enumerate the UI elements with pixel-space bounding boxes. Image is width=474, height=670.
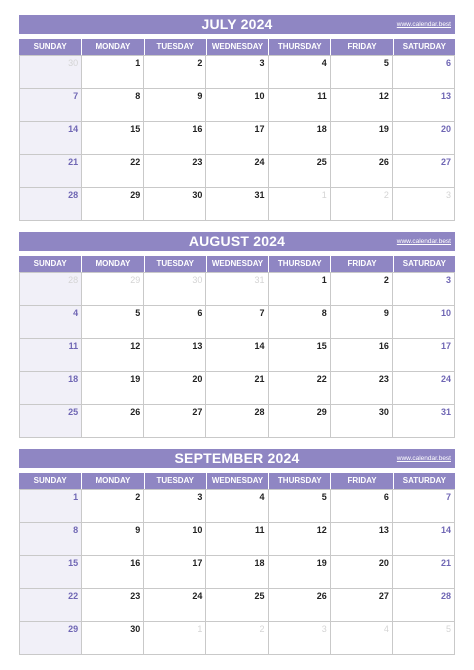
- day-number: 3: [445, 275, 451, 285]
- day-cell[interactable]: [206, 372, 268, 405]
- month-title: AUGUST 2024: [188, 233, 286, 249]
- site-link[interactable]: www.calendar.best: [396, 455, 451, 462]
- day-cell[interactable]: [331, 273, 393, 306]
- day-number: 31: [440, 407, 451, 417]
- day-cell[interactable]: [206, 56, 268, 89]
- day-number: 1: [321, 190, 327, 200]
- day-number: 7: [73, 91, 79, 101]
- day-cell[interactable]: [20, 306, 82, 339]
- day-number: 3: [321, 624, 327, 634]
- day-cell[interactable]: [144, 339, 206, 372]
- day-cell[interactable]: [144, 122, 206, 155]
- day-number: 17: [254, 124, 265, 134]
- day-number: 15: [68, 558, 79, 568]
- day-cell[interactable]: [20, 188, 82, 221]
- day-number: 22: [130, 157, 141, 167]
- day-number: 26: [378, 157, 389, 167]
- day-number: 4: [383, 624, 389, 634]
- day-number: 7: [445, 492, 451, 502]
- day-number: 23: [130, 591, 141, 601]
- day-cell[interactable]: [20, 405, 82, 438]
- weekday-monday: MONDAY: [81, 256, 143, 272]
- day-cell-outside-month[interactable]: [393, 188, 455, 221]
- day-cell[interactable]: [206, 556, 268, 589]
- day-cell[interactable]: [331, 122, 393, 155]
- month-title-bar: [19, 232, 455, 251]
- weekday-saturday: SATURDAY: [393, 256, 455, 272]
- day-number: 5: [445, 624, 451, 634]
- day-cell[interactable]: [144, 405, 206, 438]
- day-number: 23: [192, 157, 203, 167]
- day-number: 25: [316, 157, 327, 167]
- day-cell[interactable]: [82, 89, 144, 122]
- day-cell[interactable]: [331, 523, 393, 556]
- day-number: 21: [440, 558, 451, 568]
- day-cell[interactable]: [393, 589, 455, 622]
- day-cell[interactable]: [144, 56, 206, 89]
- day-cell[interactable]: [144, 188, 206, 221]
- day-number: 11: [317, 91, 327, 101]
- day-number: 27: [192, 407, 203, 417]
- day-cell[interactable]: [82, 188, 144, 221]
- day-number: 6: [445, 58, 451, 68]
- day-number: 13: [378, 525, 389, 535]
- day-number: 20: [378, 558, 389, 568]
- day-cell[interactable]: [393, 523, 455, 556]
- day-number: 12: [130, 341, 141, 351]
- day-cell[interactable]: [206, 405, 268, 438]
- day-cell[interactable]: [393, 273, 455, 306]
- day-cell[interactable]: [82, 122, 144, 155]
- day-cell[interactable]: [82, 622, 144, 655]
- day-cell[interactable]: [144, 556, 206, 589]
- day-number: 19: [378, 124, 389, 134]
- day-number: 6: [197, 308, 203, 318]
- day-number: 1: [135, 58, 141, 68]
- weekday-wednesday: WEDNESDAY: [206, 473, 268, 489]
- day-number: 12: [378, 91, 389, 101]
- weekday-sunday: SUNDAY: [33, 476, 67, 485]
- day-cell-outside-month[interactable]: [20, 56, 82, 89]
- day-cell[interactable]: [393, 339, 455, 372]
- day-cell[interactable]: [393, 372, 455, 405]
- day-cell[interactable]: [393, 122, 455, 155]
- day-cell-outside-month[interactable]: [269, 622, 331, 655]
- day-number: 27: [378, 591, 389, 601]
- day-number: 2: [383, 275, 389, 285]
- day-grid: [19, 489, 455, 655]
- day-cell-outside-month[interactable]: [269, 188, 331, 221]
- day-cell[interactable]: [82, 339, 144, 372]
- day-cell[interactable]: [20, 523, 82, 556]
- day-cell[interactable]: [393, 56, 455, 89]
- day-cell[interactable]: [20, 372, 82, 405]
- day-cell[interactable]: [144, 89, 206, 122]
- weekday-tuesday: TUESDAY: [144, 39, 206, 55]
- day-number: 1: [197, 624, 203, 634]
- month-title: JULY 2024: [201, 16, 273, 32]
- weekday-header: [19, 256, 455, 272]
- day-number: 1: [73, 492, 79, 502]
- weekday-wednesday: WEDNESDAY: [206, 39, 268, 55]
- day-cell-outside-month[interactable]: [144, 273, 206, 306]
- day-cell[interactable]: [82, 490, 144, 523]
- weekday-tuesday: TUESDAY: [144, 473, 206, 489]
- day-number: 15: [316, 341, 327, 351]
- weekday-saturday: SATURDAY: [393, 473, 455, 489]
- day-cell[interactable]: [269, 523, 331, 556]
- day-number: 24: [254, 157, 265, 167]
- day-number: 24: [440, 374, 451, 384]
- day-cell[interactable]: [331, 490, 393, 523]
- day-number: 29: [130, 275, 141, 285]
- day-cell[interactable]: [331, 89, 393, 122]
- day-number: 4: [259, 492, 265, 502]
- day-cell[interactable]: [331, 372, 393, 405]
- day-cell[interactable]: [269, 339, 331, 372]
- day-cell[interactable]: [206, 306, 268, 339]
- day-cell[interactable]: [20, 622, 82, 655]
- weekday-header: [19, 39, 455, 55]
- day-number: 29: [316, 407, 327, 417]
- day-cell[interactable]: [144, 155, 206, 188]
- day-cell-outside-month[interactable]: [82, 273, 144, 306]
- day-cell[interactable]: [144, 372, 206, 405]
- day-number: 16: [192, 124, 203, 134]
- day-number: 11: [255, 525, 265, 535]
- day-cell[interactable]: [331, 339, 393, 372]
- day-cell-outside-month[interactable]: [331, 188, 393, 221]
- day-number: 8: [321, 308, 327, 318]
- day-cell[interactable]: [82, 405, 144, 438]
- day-cell-outside-month[interactable]: [20, 273, 82, 306]
- day-cell[interactable]: [269, 405, 331, 438]
- day-cell[interactable]: [206, 155, 268, 188]
- day-cell[interactable]: [269, 589, 331, 622]
- day-number: 28: [68, 190, 79, 200]
- day-cell[interactable]: [269, 56, 331, 89]
- day-cell[interactable]: [393, 306, 455, 339]
- month-july: [19, 15, 455, 221]
- day-number: 3: [259, 58, 265, 68]
- day-number: 2: [383, 190, 389, 200]
- day-cell[interactable]: [269, 89, 331, 122]
- weekday-friday: FRIDAY: [330, 256, 392, 272]
- day-cell[interactable]: [82, 155, 144, 188]
- day-cell-outside-month[interactable]: [206, 622, 268, 655]
- day-cell[interactable]: [144, 523, 206, 556]
- day-cell[interactable]: [331, 155, 393, 188]
- day-cell[interactable]: [20, 589, 82, 622]
- day-cell[interactable]: [206, 589, 268, 622]
- day-number: 25: [254, 591, 265, 601]
- weekday-tuesday: TUESDAY: [144, 256, 206, 272]
- day-number: 4: [73, 308, 79, 318]
- day-number: 10: [440, 308, 451, 318]
- day-cell[interactable]: [331, 405, 393, 438]
- weekday-thursday: THURSDAY: [268, 39, 330, 55]
- day-number: 14: [440, 525, 451, 535]
- day-number: 9: [135, 525, 141, 535]
- day-number: 30: [192, 190, 203, 200]
- day-cell[interactable]: [393, 89, 455, 122]
- day-number: 25: [68, 407, 79, 417]
- day-cell[interactable]: [269, 372, 331, 405]
- day-number: 5: [135, 308, 141, 318]
- day-number: 6: [383, 492, 389, 502]
- day-number: 10: [192, 525, 203, 535]
- day-cell[interactable]: [82, 589, 144, 622]
- day-number: 22: [68, 591, 79, 601]
- day-cell[interactable]: [269, 556, 331, 589]
- day-cell[interactable]: [20, 155, 82, 188]
- day-cell[interactable]: [20, 89, 82, 122]
- day-cell[interactable]: [206, 122, 268, 155]
- day-number: 28: [254, 407, 265, 417]
- weekday-sunday: SUNDAY: [33, 259, 67, 268]
- day-number: 22: [316, 374, 327, 384]
- day-cell[interactable]: [144, 306, 206, 339]
- day-cell[interactable]: [393, 155, 455, 188]
- day-number: 12: [316, 525, 327, 535]
- day-number: 19: [316, 558, 327, 568]
- weekday-thursday: THURSDAY: [268, 473, 330, 489]
- day-number: 14: [254, 341, 265, 351]
- day-number: 30: [130, 624, 141, 634]
- day-cell[interactable]: [206, 339, 268, 372]
- day-grid: [19, 272, 455, 438]
- day-number: 5: [383, 58, 389, 68]
- day-number: 8: [135, 91, 141, 101]
- day-number: 13: [440, 91, 451, 101]
- day-number: 15: [130, 124, 141, 134]
- day-number: 30: [192, 275, 203, 285]
- day-number: 30: [68, 58, 79, 68]
- day-number: 7: [259, 308, 265, 318]
- day-cell[interactable]: [269, 306, 331, 339]
- weekday-monday: MONDAY: [81, 39, 143, 55]
- day-cell[interactable]: [206, 523, 268, 556]
- weekday-monday: MONDAY: [81, 473, 143, 489]
- day-number: 21: [68, 157, 79, 167]
- weekday-sunday: SUNDAY: [33, 42, 67, 51]
- month-september: [19, 449, 455, 655]
- day-number: 16: [130, 558, 141, 568]
- day-cell[interactable]: [20, 490, 82, 523]
- day-cell[interactable]: [331, 306, 393, 339]
- weekday-friday: FRIDAY: [330, 39, 392, 55]
- day-number: 1: [321, 275, 327, 285]
- day-number: 2: [135, 492, 141, 502]
- day-cell-outside-month[interactable]: [144, 622, 206, 655]
- month-august: [19, 232, 455, 438]
- day-number: 17: [192, 558, 203, 568]
- day-cell[interactable]: [82, 523, 144, 556]
- day-number: 11: [68, 341, 79, 351]
- day-number: 27: [440, 157, 451, 167]
- day-cell-outside-month[interactable]: [206, 273, 268, 306]
- site-link[interactable]: www.calendar.best: [396, 238, 451, 245]
- day-number: 19: [130, 374, 141, 384]
- day-cell[interactable]: [331, 56, 393, 89]
- day-cell[interactable]: [393, 556, 455, 589]
- day-cell[interactable]: [82, 306, 144, 339]
- day-number: 4: [321, 58, 327, 68]
- day-number: 23: [378, 374, 389, 384]
- day-cell[interactable]: [331, 556, 393, 589]
- day-cell[interactable]: [20, 556, 82, 589]
- day-number: 18: [68, 374, 79, 384]
- day-cell[interactable]: [206, 490, 268, 523]
- day-cell[interactable]: [82, 372, 144, 405]
- day-cell[interactable]: [269, 155, 331, 188]
- day-cell[interactable]: [269, 273, 331, 306]
- day-cell[interactable]: [393, 490, 455, 523]
- day-number: 21: [254, 374, 265, 384]
- day-cell[interactable]: [269, 490, 331, 523]
- weekday-saturday: SATURDAY: [393, 39, 455, 55]
- day-cell[interactable]: [144, 490, 206, 523]
- weekday-thursday: THURSDAY: [268, 256, 330, 272]
- day-number: 31: [254, 190, 265, 200]
- day-number: 2: [197, 58, 203, 68]
- day-cell[interactable]: [206, 89, 268, 122]
- day-number: 29: [130, 190, 141, 200]
- day-cell[interactable]: [20, 339, 82, 372]
- day-number: 5: [321, 492, 327, 502]
- day-cell[interactable]: [82, 56, 144, 89]
- day-number: 13: [192, 341, 203, 351]
- day-number: 18: [316, 124, 327, 134]
- weekday-wednesday: WEDNESDAY: [206, 256, 268, 272]
- day-number: 10: [254, 91, 265, 101]
- day-number: 14: [68, 124, 79, 134]
- day-cell[interactable]: [393, 405, 455, 438]
- day-number: 29: [68, 624, 79, 634]
- day-cell[interactable]: [269, 122, 331, 155]
- day-number: 20: [440, 124, 451, 134]
- day-number: 16: [378, 341, 389, 351]
- day-number: 30: [378, 407, 389, 417]
- day-number: 26: [316, 591, 327, 601]
- day-cell[interactable]: [20, 122, 82, 155]
- day-number: 28: [68, 275, 79, 285]
- day-number: 31: [254, 275, 265, 285]
- day-cell[interactable]: [331, 589, 393, 622]
- month-title-bar: [19, 449, 455, 468]
- month-title: SEPTEMBER 2024: [174, 450, 300, 466]
- day-number: 9: [197, 91, 203, 101]
- day-cell[interactable]: [144, 589, 206, 622]
- day-cell-outside-month[interactable]: [331, 622, 393, 655]
- day-number: 26: [130, 407, 141, 417]
- month-title-bar: [19, 15, 455, 34]
- day-number: 24: [192, 591, 203, 601]
- day-number: 17: [440, 341, 451, 351]
- day-cell[interactable]: [206, 188, 268, 221]
- day-number: 2: [259, 624, 265, 634]
- site-link[interactable]: www.calendar.best: [396, 21, 451, 28]
- day-number: 18: [254, 558, 265, 568]
- day-number: 8: [73, 525, 79, 535]
- day-number: 28: [440, 591, 451, 601]
- weekday-header: [19, 473, 455, 489]
- day-number: 3: [197, 492, 203, 502]
- day-grid: [19, 55, 455, 221]
- day-number: 20: [192, 374, 203, 384]
- day-number: 9: [383, 308, 389, 318]
- day-number: 3: [445, 190, 451, 200]
- day-cell[interactable]: [82, 556, 144, 589]
- day-cell-outside-month[interactable]: [393, 622, 455, 655]
- weekday-friday: FRIDAY: [330, 473, 392, 489]
